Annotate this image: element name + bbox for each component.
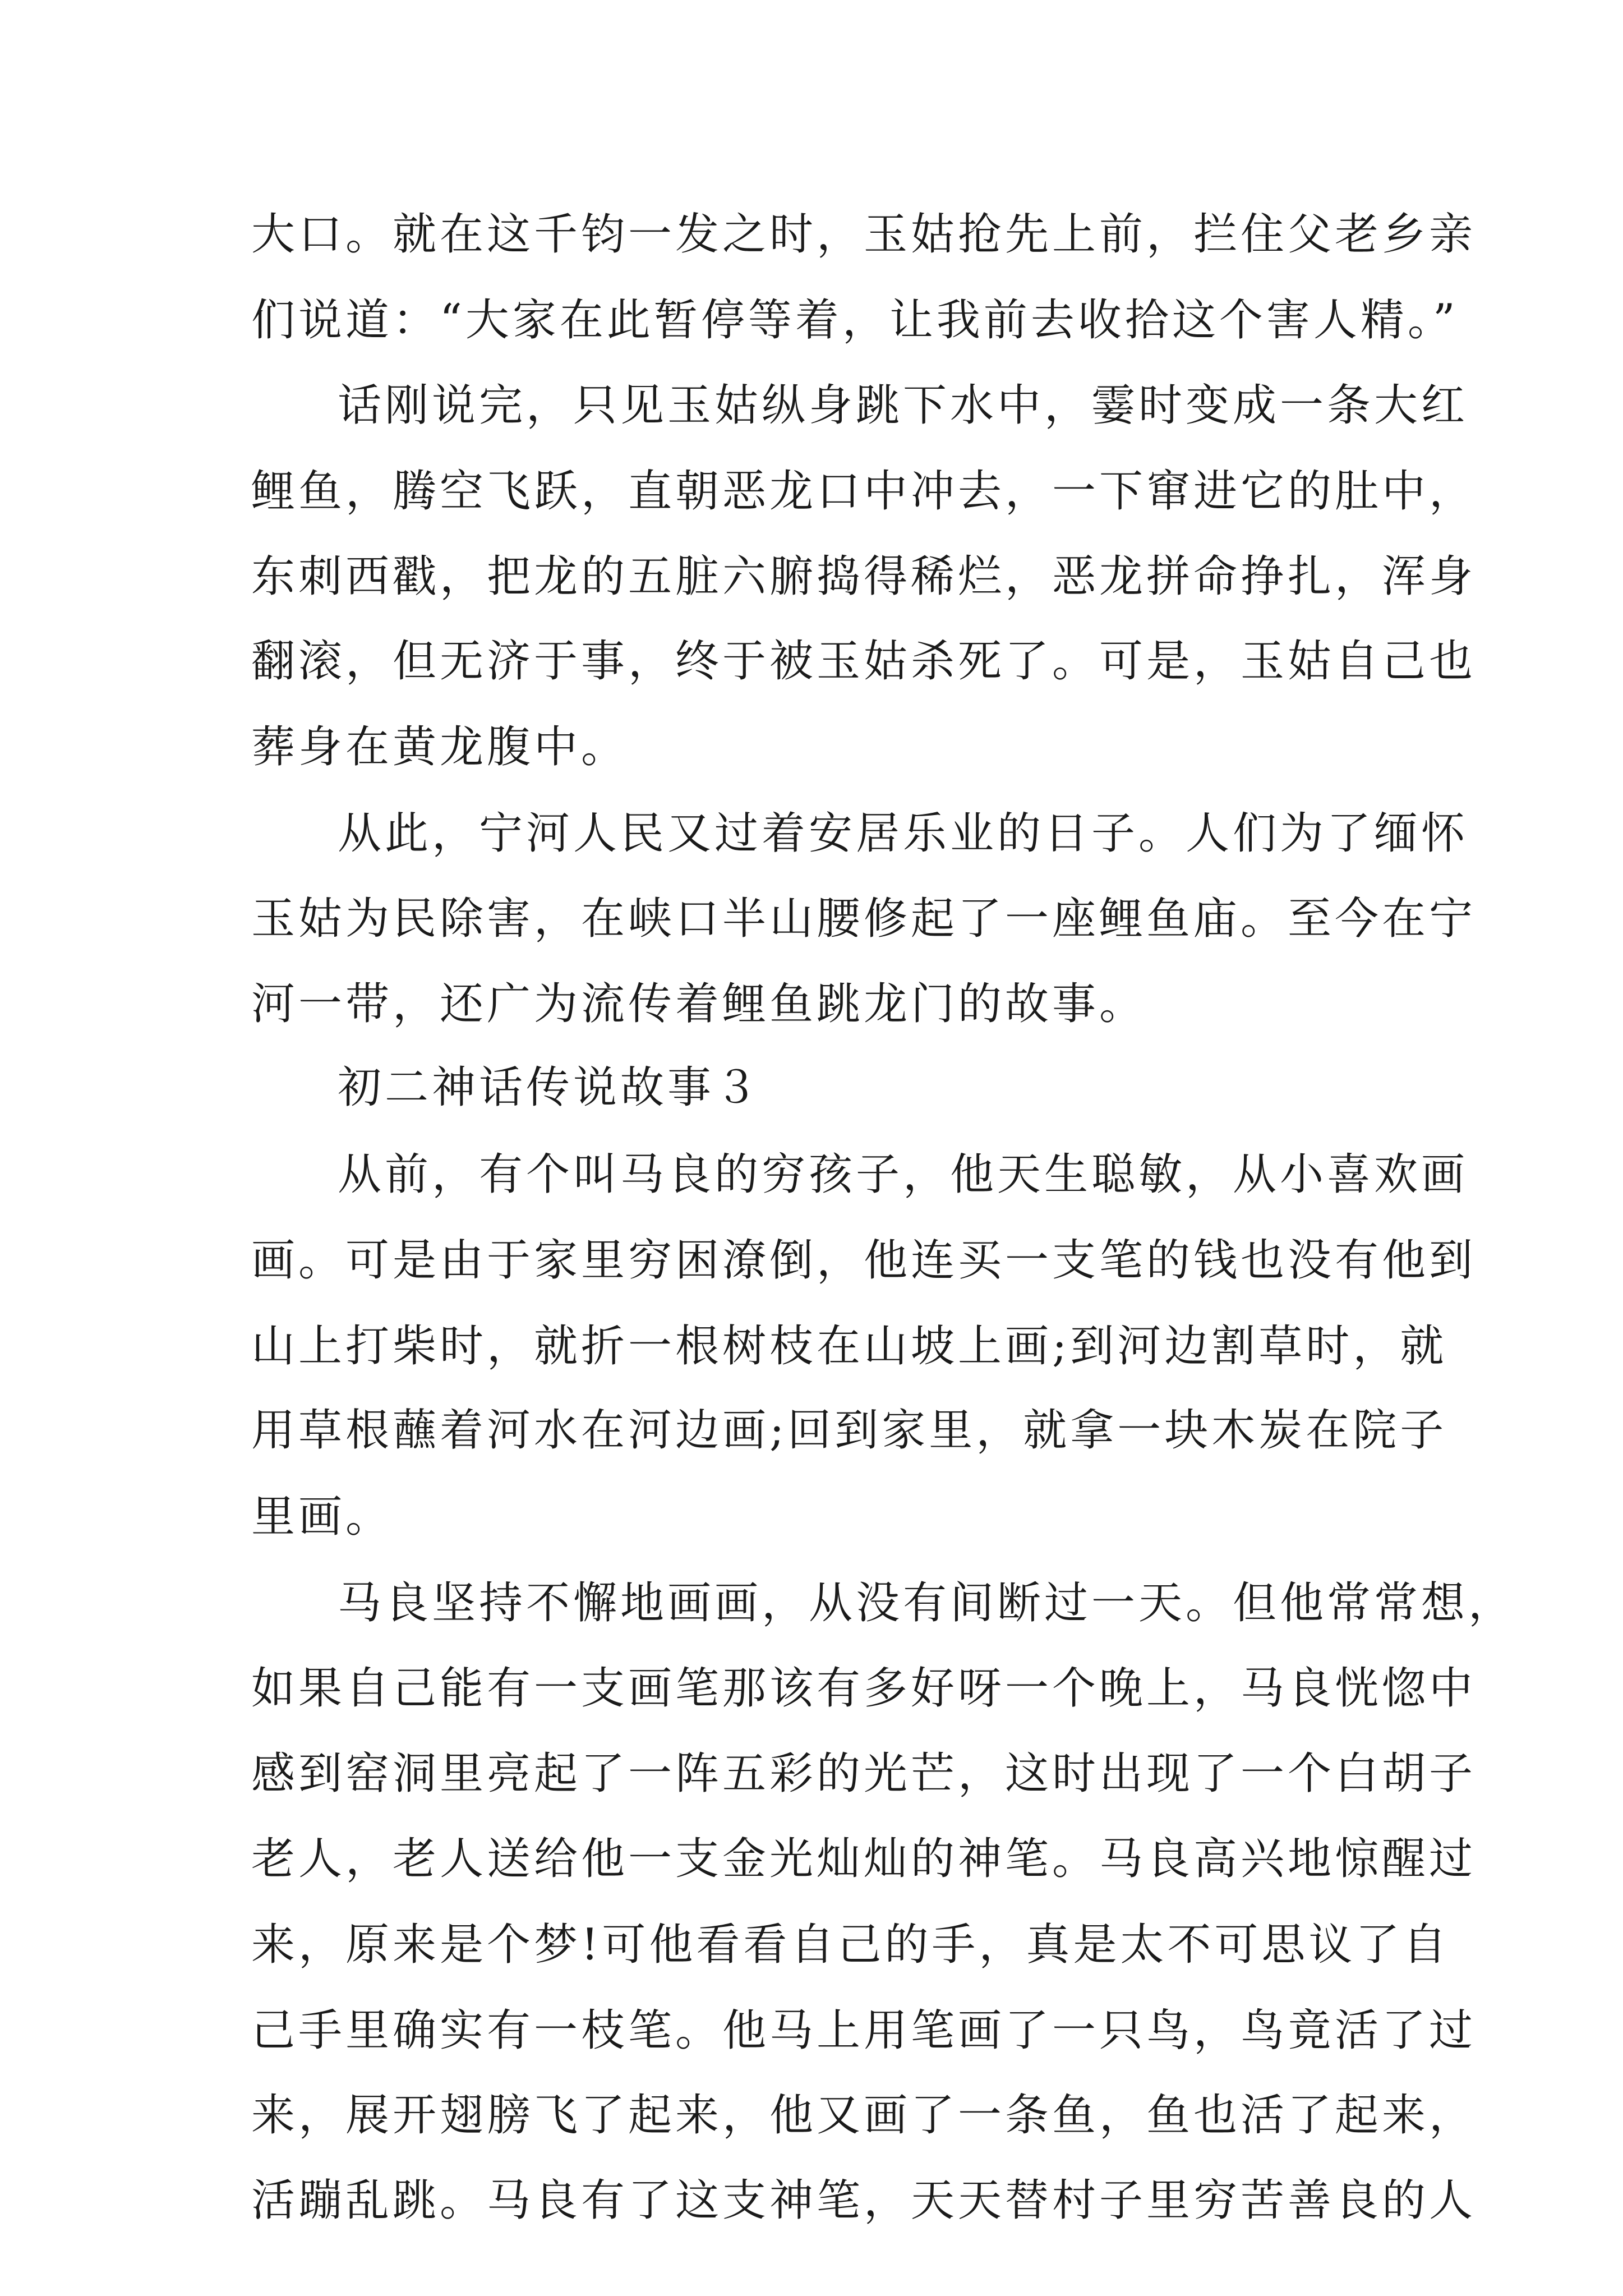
text-line: 如果自己能有一支画笔那该有多好呀一个晚上，马良恍惚中 [251, 1663, 1477, 1714]
text-line: 马良坚持不懈地画画，从没有间断过一天。但他常常想， [338, 1578, 1516, 1628]
text-line: 活蹦乱跳。马良有了这支神笔，天天替村子里穷苦善良的人 [251, 2175, 1477, 2226]
text-line: 玉姑为民除害，在峡口半山腰修起了一座鲤鱼庙。至今在宁 [251, 894, 1477, 944]
text-line: 己手里确实有一枝笔。他马上用笔画了一只鸟，鸟竟活了过 [251, 2005, 1477, 2056]
text-line: 老人，老人送给他一支金光灿灿的神笔。马良高兴地惊醒过 [251, 1834, 1477, 1884]
text-line: 画。可是由于家里穷困潦倒，他连买一支笔的钱也没有他到 [251, 1235, 1477, 1286]
text-line: 翻滚，但无济于事，终于被玉姑杀死了。可是，玉姑自己也 [251, 636, 1477, 687]
text-line: 东刺西戳，把龙的五脏六腑捣得稀烂，恶龙拼命挣扎，浑身 [251, 551, 1477, 602]
section-heading: 初二神话传说故事３ [338, 1062, 762, 1113]
text-line: 感到窑洞里亮起了一阵五彩的光芒，这时出现了一个白胡子 [251, 1749, 1477, 1799]
text-line: 来，展开翅膀飞了起来，他又画了一条鱼，鱼也活了起来， [251, 2090, 1477, 2141]
text-line: 河一带，还广为流传着鲤鱼跳龙门的故事。 [251, 979, 1147, 1029]
text-line: 里画。 [251, 1492, 393, 1542]
text-line: 山上打柴时，就折一根树枝在山坡上画;到河边割草时，就 [251, 1321, 1447, 1372]
text-line: 葬身在黄龙腹中。 [251, 722, 629, 772]
text-line: 们说道：“大家在此暂停等着，让我前去收拾这个害人精。” [251, 295, 1459, 346]
text-line: 用草根蘸着河水在河边画;回到家里，就拿一块木炭在院子 [251, 1405, 1447, 1456]
text-line: 大口。就在这千钧一发之时，玉姑抢先上前，拦住父老乡亲 [251, 209, 1477, 260]
text-line: 从前，有个叫马良的穷孩子，他天生聪敏，从小喜欢画 [338, 1149, 1469, 1200]
text-line: 鲤鱼，腾空飞跃，直朝恶龙口中冲去，一下窜进它的肚中， [251, 466, 1477, 517]
text-line: 话刚说完，只见玉姑纵身跳下水中，霎时变成一条大红 [338, 380, 1469, 431]
text-line: 来，原来是个梦!可他看看自己的手，真是太不可思议了自 [251, 1920, 1450, 1970]
text-line: 从此，宁河人民又过着安居乐业的日子。人们为了缅怀 [338, 808, 1469, 859]
